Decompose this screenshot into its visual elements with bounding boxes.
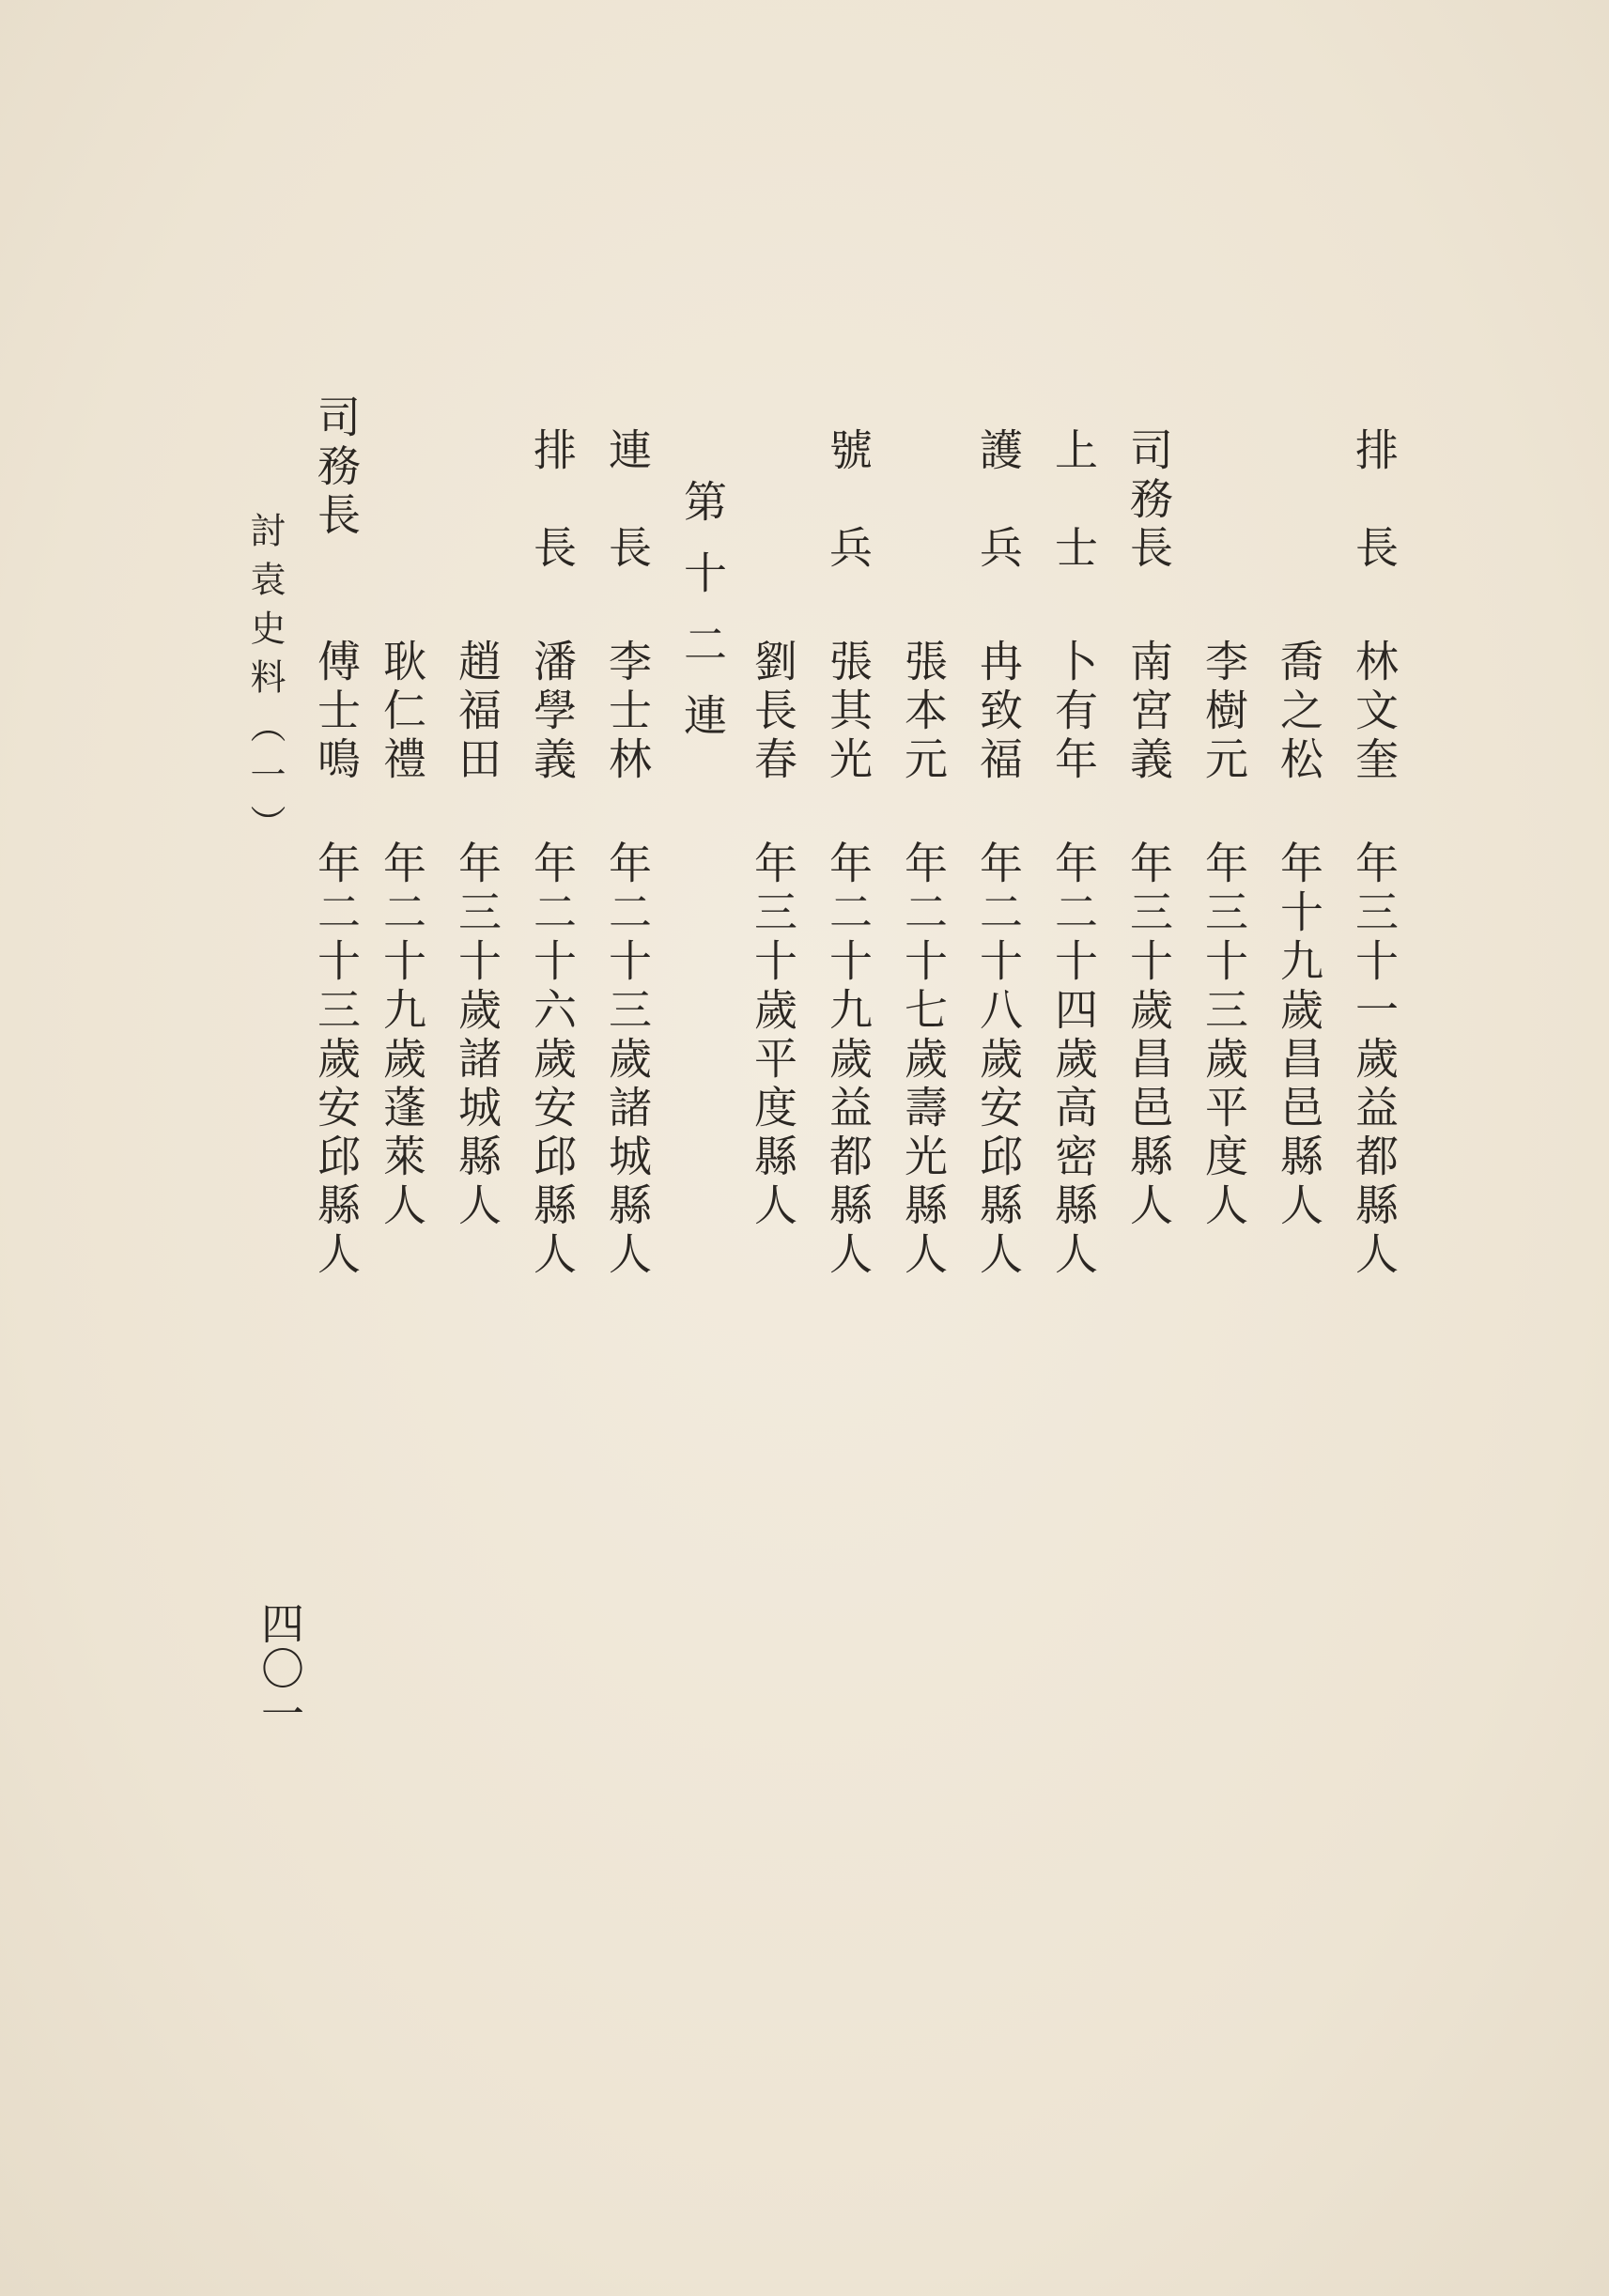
entry2-5-info: 年二十三歲安邱縣人 xyxy=(311,840,362,1280)
entry-9-info: 年三十歲平度縣人 xyxy=(748,840,798,1231)
entry-5-name: 卜有年 xyxy=(1048,639,1099,785)
entry2-3-info: 年三十歲諸城縣人 xyxy=(452,840,503,1231)
entry-8-name: 張其光 xyxy=(823,639,874,785)
entry-8-info: 年二十九歲益都縣人 xyxy=(823,840,874,1280)
entry-9-name: 劉長春 xyxy=(748,639,798,785)
entry-5-rank: 上 士 xyxy=(1048,427,1099,574)
entry-7-name: 張本元 xyxy=(898,639,949,785)
entry-2-info: 年十九歲昌邑縣人 xyxy=(1274,840,1324,1231)
running-title: 討袁史料（一） xyxy=(244,512,286,854)
entry2-4-name: 耿仁禮 xyxy=(377,639,427,785)
entry2-1-info: 年二十三歲諸城縣人 xyxy=(602,840,653,1280)
entry-4-rank: 司務長 xyxy=(1123,427,1174,574)
entry-4-name: 南宮義 xyxy=(1123,639,1174,785)
entry2-4-info: 年二十九歲蓬萊人 xyxy=(377,840,427,1231)
entry2-1-name: 李士林 xyxy=(602,639,653,785)
entry-1-rank: 排 長 xyxy=(1349,427,1400,574)
entry-4-info: 年三十歲昌邑縣人 xyxy=(1123,840,1174,1231)
entry2-5-rank: 司務長 xyxy=(311,394,362,541)
entry2-5-name: 傅士鳴 xyxy=(311,639,362,785)
entry2-2-info: 年二十六歲安邱縣人 xyxy=(527,840,578,1280)
entry-5-info: 年二十四歲高密縣人 xyxy=(1048,840,1099,1280)
entry-7-info: 年二十七歲壽光縣人 xyxy=(898,840,949,1280)
entry-1-name: 林文奎 xyxy=(1349,639,1400,785)
entry-3-name: 李樹元 xyxy=(1199,639,1249,785)
entry-1-info: 年三十一歲益都縣人 xyxy=(1349,840,1400,1280)
entry-6-info: 年二十八歲安邱縣人 xyxy=(973,840,1024,1280)
entry2-2-name: 潘學義 xyxy=(527,639,578,785)
entry2-1-rank: 連 長 xyxy=(602,427,653,574)
entry-6-rank: 護 兵 xyxy=(973,427,1024,574)
entry-6-name: 冉致福 xyxy=(973,639,1024,785)
entry2-2-rank: 排 長 xyxy=(527,427,578,574)
page-number: 四〇一 xyxy=(255,1601,305,1736)
entry-8-rank: 號 兵 xyxy=(823,427,874,574)
entry-2-name: 喬之松 xyxy=(1274,639,1324,785)
section-heading: 第十二連 xyxy=(677,479,728,764)
entry-3-info: 年三十三歲平度人 xyxy=(1199,840,1249,1231)
entry2-3-name: 趙福田 xyxy=(452,639,503,785)
